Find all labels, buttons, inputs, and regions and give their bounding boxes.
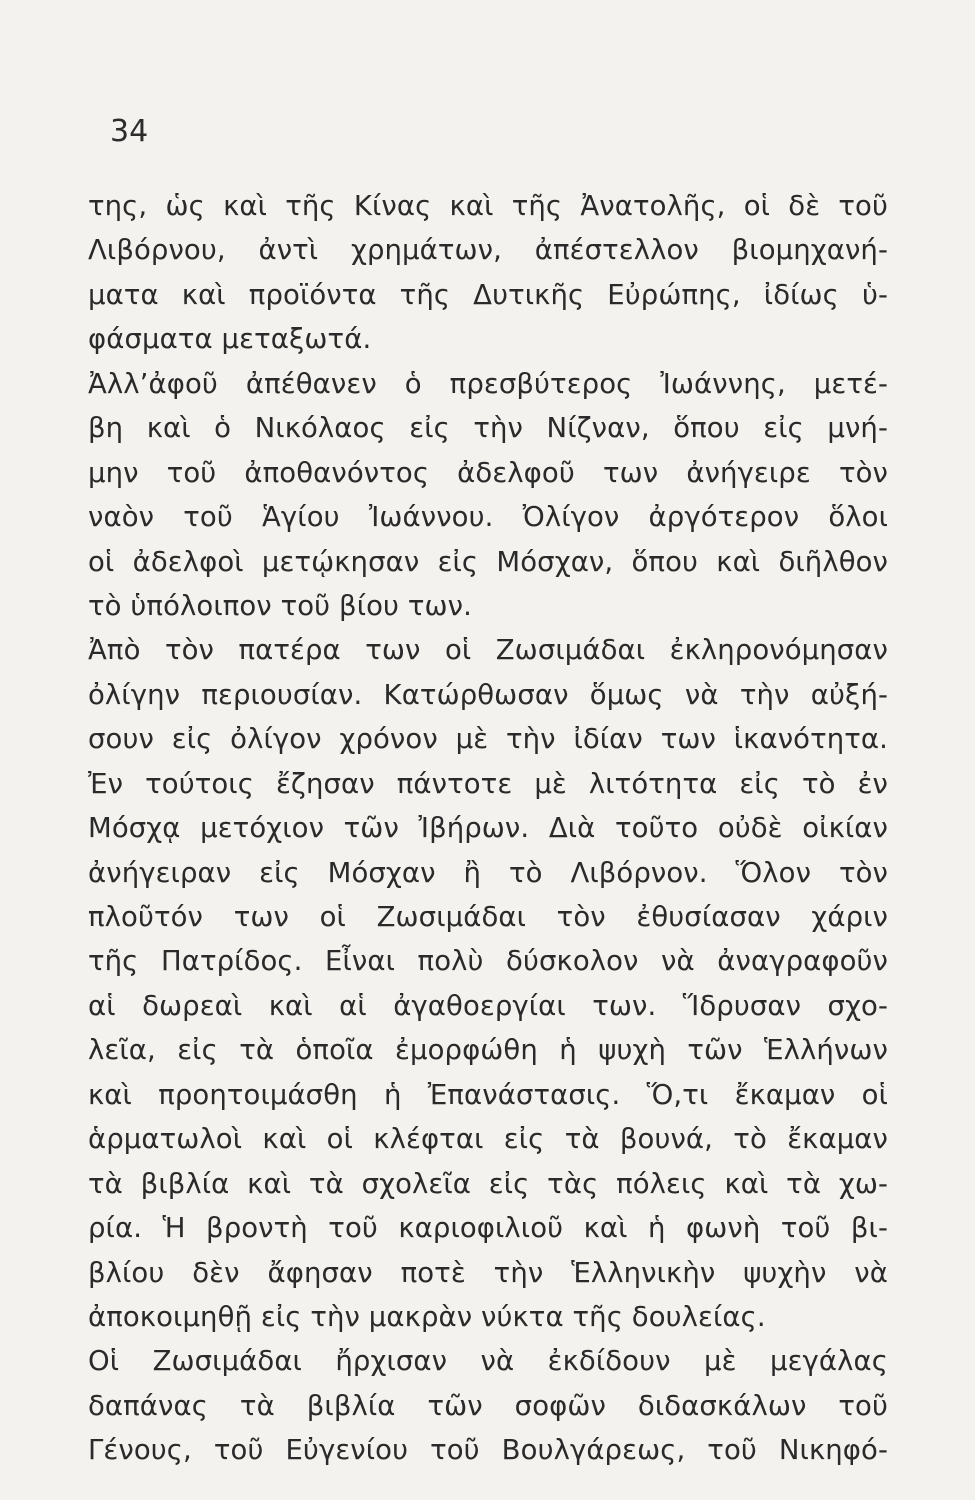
text-line: λεῖα, εἰς τὰ ὁποῖα ἐμορφώθη ἡ ψυχὴ τῶν Ἑλλήνων bbox=[88, 1034, 888, 1067]
text-line: Μόσχᾳ μετόχιον τῶν Ἰβήρων. Διὰ τοῦτο οὐδὲ οἰκίαν bbox=[88, 812, 888, 845]
text-line: Λιβόρνου, ἀντὶ χρημάτων, ἀπέστελλον βιομηχανή- bbox=[88, 234, 888, 267]
text-line: Ἐν τούτοις ἔζησαν πάντοτε μὲ λιτότητα εἰς τὸ ἐν bbox=[88, 767, 888, 800]
text-line: ὀλίγην περιουσίαν. Κατώρθωσαν ὅμως νὰ τὴν αὐξή- bbox=[88, 678, 888, 711]
text-line: ἀνήγειραν εἰς Μόσχαν ἢ τὸ Λιβόρνον. Ὅλον τὸν bbox=[88, 856, 888, 889]
text-line: Ἀλλ’ἀφοῦ ἀπέθανεν ὁ πρεσβύτερος Ἰωάννης, μετέ- bbox=[88, 367, 888, 400]
text-line: αἱ δωρεαὶ καὶ αἱ ἀγαθοεργίαι των. Ἵδρυσαν σχο- bbox=[88, 989, 888, 1022]
text-line: ἁρματωλοὶ καὶ οἱ κλέφται εἰς τὰ βουνά, τὸ ἔκαμαν bbox=[88, 1123, 888, 1156]
text-line: ρία. Ἡ βροντὴ τοῦ καριοφιλιοῦ καὶ ἡ φωνὴ τοῦ βι- bbox=[88, 1212, 888, 1245]
text-line: οἱ ἀδελφοὶ μετῴκησαν εἰς Μόσχαν, ὅπου καὶ διῆλθον bbox=[88, 545, 888, 578]
text-line: δαπάνας τὰ βιβλία τῶν σοφῶν διδασκάλων τοῦ bbox=[88, 1389, 888, 1422]
text-line: τὸ ὑπόλοιπον τοῦ βίου των. bbox=[88, 589, 472, 622]
text-line: Ἀπὸ τὸν πατέρα των οἱ Ζωσιμάδαι ἐκληρονόμησαν bbox=[88, 634, 888, 667]
text-line: καὶ προητοιμάσθη ἡ Ἐπανάστασις. Ὅ,τι ἔκαμαν οἱ bbox=[88, 1078, 888, 1111]
body-text bbox=[88, 184, 888, 1473]
text-line: σουν εἰς ὀλίγον χρόνον μὲ τὴν ἰδίαν των ἱκανότητα. bbox=[88, 723, 888, 756]
text-line: της, ὡς καὶ τῆς Κίνας καὶ τῆς Ἀνατολῆς, οἱ δὲ τοῦ bbox=[88, 190, 888, 222]
text-line: τὰ βιβλία καὶ τὰ σχολεῖα εἰς τὰς πόλεις καὶ τὰ χω- bbox=[88, 1167, 888, 1200]
text-line: βη καὶ ὁ Νικόλαος εἰς τὴν Νίζναν, ὅπου εἰς μνή- bbox=[88, 412, 888, 445]
text-line: ναὸν τοῦ Ἁγίου Ἰωάννου. Ὀλίγον ἀργότερον ὅλοι bbox=[88, 501, 888, 534]
text-line: ματα καὶ προϊόντα τῆς Δυτικῆς Εὐρώπης, ἰδίως ὑ- bbox=[88, 278, 888, 311]
text-line: πλοῦτόν των οἱ Ζωσιμάδαι τὸν ἐθυσίασαν χάριν bbox=[88, 901, 888, 933]
page-number: 34 bbox=[110, 114, 149, 149]
text-line: φάσματα μεταξωτά. bbox=[88, 323, 372, 356]
text-line: Γένους, τοῦ Εὐγενίου τοῦ Βουλγάρεως, τοῦ Νικηφό- bbox=[88, 1434, 888, 1467]
text-line: Οἱ Ζωσιμάδαι ἤρχισαν νὰ ἐκδίδουν μὲ μεγάλας bbox=[88, 1345, 888, 1378]
text-line: βλίου δὲν ἄφησαν ποτὲ τὴν Ἑλληνικὴν ψυχὴν νὰ bbox=[88, 1256, 888, 1289]
text-line: τῆς Πατρίδος. Εἶναι πολὺ δύσκολον νὰ ἀναγραφοῦν bbox=[88, 945, 888, 978]
text-line: ἀποκοιμηθῇ εἰς τὴν μακρὰν νύκτα τῆς δουλείας. bbox=[88, 1300, 766, 1333]
text-line: μην τοῦ ἀποθανόντος ἀδελφοῦ των ἀνήγειρε τὸν bbox=[88, 456, 888, 489]
